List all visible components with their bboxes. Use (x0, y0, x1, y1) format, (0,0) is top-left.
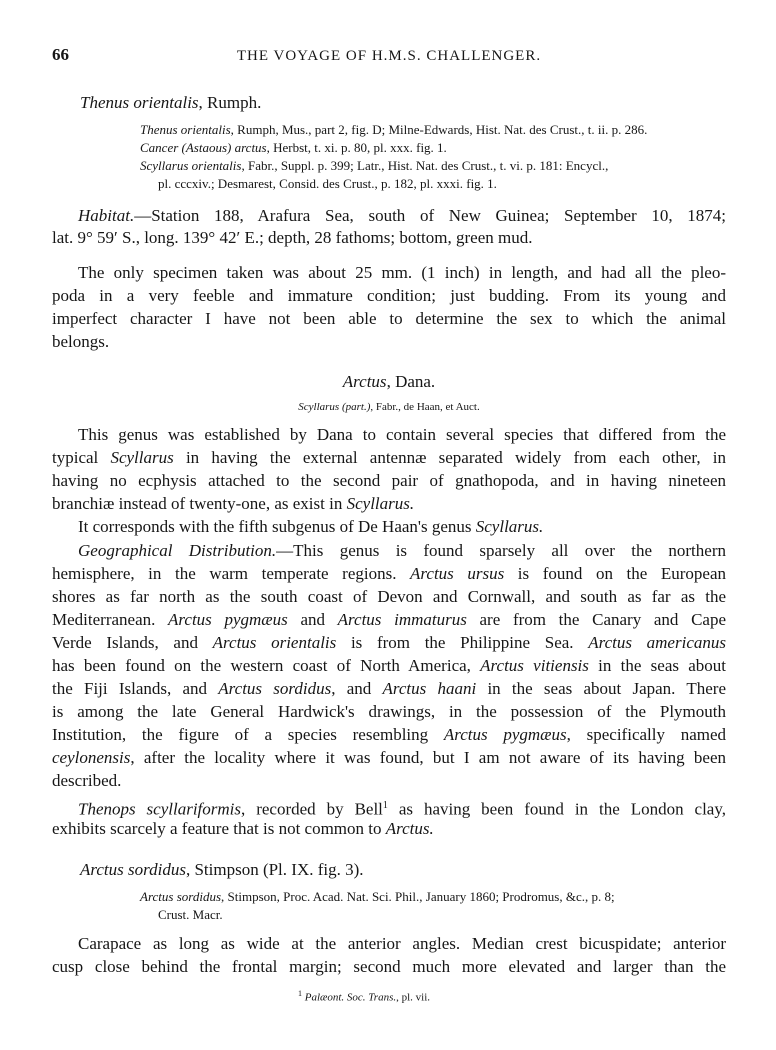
paragraph-line: Mediterranean. Arctus pygmæus and Arctus immaturus are from the Canary and Cape (52, 610, 727, 629)
habitat-label: Habitat. (78, 206, 135, 225)
paragraph-line: Verde Islands, and Arctus orientalis is from the Philippine Sea. Arctus americanus (52, 633, 726, 652)
genus-name: Arctus (342, 372, 387, 391)
paragraph-line: ceylonensis, after the locality where it was found, but I am not aware of its having been (52, 748, 726, 767)
footnote-ref: 1 (382, 800, 388, 811)
paragraph-line: having no ecphysis attached to the second pair of gnathopoda, and in having nineteen (52, 471, 726, 490)
paragraph-line: The only specimen taken was about 25 mm. (1 inch) in length, and had all the pleo- (78, 263, 726, 282)
species2-heading: Arctus sordidus, Stimpson (Pl. IX. fig. 3). (80, 860, 364, 879)
paragraph-line: has been found on the western coast of North America, Arctus vitiensis in the seas about (52, 656, 727, 675)
synonymy-line: Scyllarus orientalis, Fabr., Suppl. p. 399; Latr., Hist. Nat. des Crust., t. vi. p. 181: Encycl., (140, 158, 609, 173)
genus-heading: Arctus, Dana. (342, 372, 436, 391)
paragraph-line: Institution, the figure of a species resembling Arctus pygmæus, specifically named (52, 725, 727, 744)
page-number: 66 (52, 45, 69, 64)
paragraph-line: described. (52, 771, 122, 790)
paragraph-line: typical Scyllarus in having the external antennæ separated widely from each other, in (52, 448, 726, 467)
habitat-line: Habitat.—Station 188, Arafura Sea, south of New Guinea; September 10, 1874; (78, 206, 726, 225)
paragraph-line: is among the late General Hardwick's drawings, in the possession of the Plymouth (52, 702, 726, 721)
synonymy-line: Thenus orientalis, Rumph, Mus., part 2, fig. D; Milne-Edwards, Hist. Nat. des Crust., t. ii. p. 286. (140, 122, 648, 137)
synonymy-line: Crust. Macr. (158, 907, 223, 922)
paragraph-line: cusp close behind the frontal margin; second much more elevated and larger than the (52, 957, 726, 976)
synonymy-line: pl. cccxiv.; Desmarest, Consid. des Crust., p. 182, pl. xxxi. fig. 1. (158, 176, 497, 191)
footnote: $^1$ Palæont. Soc. Trans., pl. vii. (298, 989, 431, 1004)
paragraph-line: Carapace as long as wide at the anterior angles. Median crest bicuspidate; anterior (78, 934, 726, 953)
paragraph-line: poda in a very feeble and immature condition; just budding. From its young and (52, 286, 726, 305)
paragraph-line: This genus was established by Dana to contain several species that differed from the (78, 425, 726, 444)
paragraph-line: hemisphere, in the warm temperate regions. Arctus ursus is found on the European (52, 564, 726, 583)
running-title: THE VOYAGE OF H.M.S. CHALLENGER. (236, 48, 542, 64)
paragraph-line: imperfect character I have not been able to determine the sex to which the animal (52, 309, 726, 328)
paragraph-line: exhibits scarcely a feature that is not common to Arctus. (52, 819, 434, 838)
distribution-label: Geographical Distribution. (78, 541, 277, 560)
page-header (52, 45, 726, 69)
paragraph-line: Geographical Distribution.—This genus is found sparsely all over the northern (78, 541, 726, 560)
genus-synonymy: Scyllarus (part.), Fabr., de Haan, et Auct. (298, 401, 480, 413)
paragraph-line: Thenops scyllariformis, recorded by Bell$^1$ as having been found in the London clay, (78, 799, 726, 819)
paragraph-line: the Fiji Islands, and Arctus sordidus, and Arctus haani in the seas about Japan. There (52, 679, 726, 698)
paragraph-line: shores as far north as the south coast of Devon and Cornwall, and south as far as the (52, 587, 726, 606)
species1-heading (80, 93, 261, 113)
species1-name: Thenus orientalis (80, 93, 199, 112)
paragraph-line: belongs. (52, 332, 110, 351)
synonymy-line: Cancer (Astaous) arctus, Herbst, t. xi. p. 80, pl. xxx. fig. 1. (140, 140, 447, 155)
paragraph-line: It corresponds with the fifth subgenus of De Haan's genus Scyllarus. (78, 517, 544, 536)
habitat-line: lat. 9° 59′ S., long. 139° 42′ E.; depth, 28 fathoms; bottom, green mud. (52, 228, 533, 247)
synonymy-line: Arctus sordidus, Stimpson, Proc. Acad. Nat. Sci. Phil., January 1860; Prodromus, &c., p. 8; (140, 889, 615, 904)
species2-name: Arctus sordidus (80, 860, 186, 879)
paragraph-line: branchiæ instead of twenty-one, as exist in Scyllarus. (52, 494, 415, 513)
species1-author: , Rumph. (198, 93, 262, 112)
